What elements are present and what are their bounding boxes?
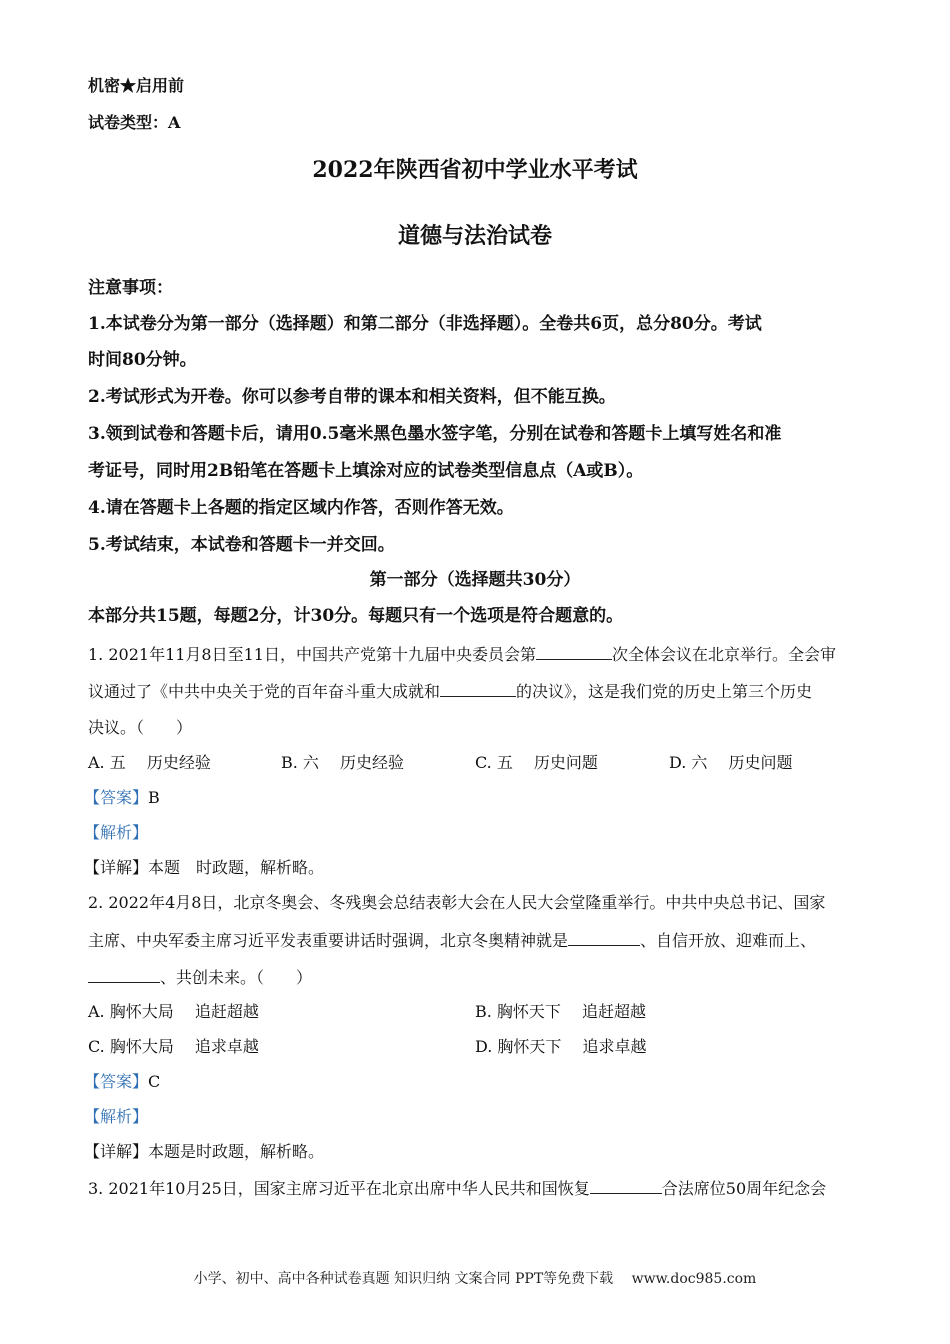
q2-stem-part-a: 主席、中央军委主席习近平发表重要讲话时强调，北京冬奥精神就是: [88, 931, 569, 950]
answer-tag: 【答案】: [84, 788, 149, 807]
notice-item-1-line-1: 1.本试卷分为第一部分（选择题）和第二部分（非选择题）。全卷共6页，总分80分。考试: [88, 314, 762, 334]
q3-stem-part-b: 合法席位50周年纪念会: [661, 1179, 827, 1198]
q1-stem-part-c: 议通过了《中共中央关于党的百年奋斗重大成就和: [88, 682, 441, 701]
q1-line-3: 决议。（ ）: [88, 718, 193, 737]
q2-blank-1: [568, 930, 640, 946]
exam-subtitle: 道德与法治试卷: [397, 223, 552, 249]
q2-answer-value: C: [148, 1072, 161, 1091]
q1-option-c: C. 五 历史问题: [475, 753, 598, 772]
q1-answer-value: B: [148, 788, 160, 807]
q2-analysis-tag: 【解析】: [84, 1107, 149, 1126]
exam-title: 2022年陕西省初中学业水平考试: [312, 157, 638, 183]
q1-detail: 【详解】本题 时政题，解析略。: [84, 858, 325, 877]
notice-heading: 注意事项：: [88, 278, 173, 298]
q1-stem-part-b: 次全体会议在北京举行。全会审: [611, 645, 836, 664]
q3-stem-part-a: 3. 2021年10月25日，国家主席习近平在北京出席中华人民共和国恢复: [88, 1179, 590, 1198]
notice-item-2: 2.考试形式为开卷。你可以参考自带的课本和相关资料，但不能互换。: [88, 387, 616, 407]
notice-item-3-line-1: 3.领到试卷和答题卡后，请用0.5毫米黑色墨水签字笔，分别在试卷和答题卡上填写姓名和准: [88, 424, 782, 444]
q1-option-a: A. 五 历史经验: [88, 753, 211, 772]
q1-line-1: [88, 644, 836, 665]
part1-heading: 第一部分（选择题共30分）: [369, 570, 581, 590]
q1-analysis-tag: 【解析】: [84, 823, 149, 842]
q2-stem-part-b: 、自信开放、迎难而上、: [640, 931, 817, 950]
q1-answer: [84, 788, 160, 808]
q2-option-a: A. 胸怀大局 追赶超越: [88, 1002, 259, 1021]
q2-option-c: C. 胸怀大局 追求卓越: [88, 1037, 259, 1056]
q2-line-2: [88, 930, 816, 951]
q3-blank-1: [590, 1178, 662, 1194]
q2-answer: [84, 1072, 160, 1092]
q3-line-1: [88, 1178, 826, 1199]
q2-stem-part-c: 、共创未来。（ ）: [160, 968, 313, 987]
page-footer: 小学、初中、高中各种试卷真题 知识归纳 文案合同 PPT等免费下载 www.doc985.com: [193, 1271, 757, 1287]
q1-option-d: D. 六 历史问题: [669, 753, 793, 772]
q1-line-2: [88, 681, 812, 702]
paper-type-label: 试卷类型：A: [88, 113, 181, 132]
q2-line-3: [88, 967, 312, 988]
q1-option-b: B. 六 历史经验: [281, 753, 405, 772]
notice-item-5: 5.考试结束，本试卷和答题卡一并交回。: [88, 535, 395, 555]
q1-stem-part-a: 1. 2021年11月8日至11日，中国共产党第十九届中央委员会第: [88, 645, 536, 664]
part1-instruction: 本部分共15题，每题2分，计30分。每题只有一个选项是符合题意的。: [88, 606, 624, 626]
notice-item-1-line-2: 时间80分钟。: [88, 350, 197, 370]
q2-option-b: B. 胸怀天下 追赶超越: [475, 1002, 647, 1021]
confidential-label: 机密★启用前: [88, 76, 185, 95]
notice-item-3-line-2: 考证号，同时用2B铅笔在答题卡上填涂对应的试卷类型信息点（A或B）。: [88, 461, 644, 481]
q2-option-d: D. 胸怀天下 追求卓越: [475, 1037, 647, 1056]
q1-stem-part-d: 的决议》，这是我们党的历史上第三个历史: [516, 682, 813, 701]
q2-line-1: 2. 2022年4月8日，北京冬奥会、冬残奥会总结表彰大会在人民大会堂隆重举行。中共中央总书记、国家: [88, 893, 826, 912]
answer-tag: 【答案】: [84, 1072, 149, 1091]
q2-detail: 【详解】本题是时政题，解析略。: [84, 1142, 325, 1161]
q1-blank-1: [536, 644, 612, 660]
q1-blank-2: [440, 681, 516, 697]
notice-item-4: 4.请在答题卡上各题的指定区域内作答，否则作答无效。: [88, 498, 514, 518]
q2-blank-2: [88, 967, 160, 983]
